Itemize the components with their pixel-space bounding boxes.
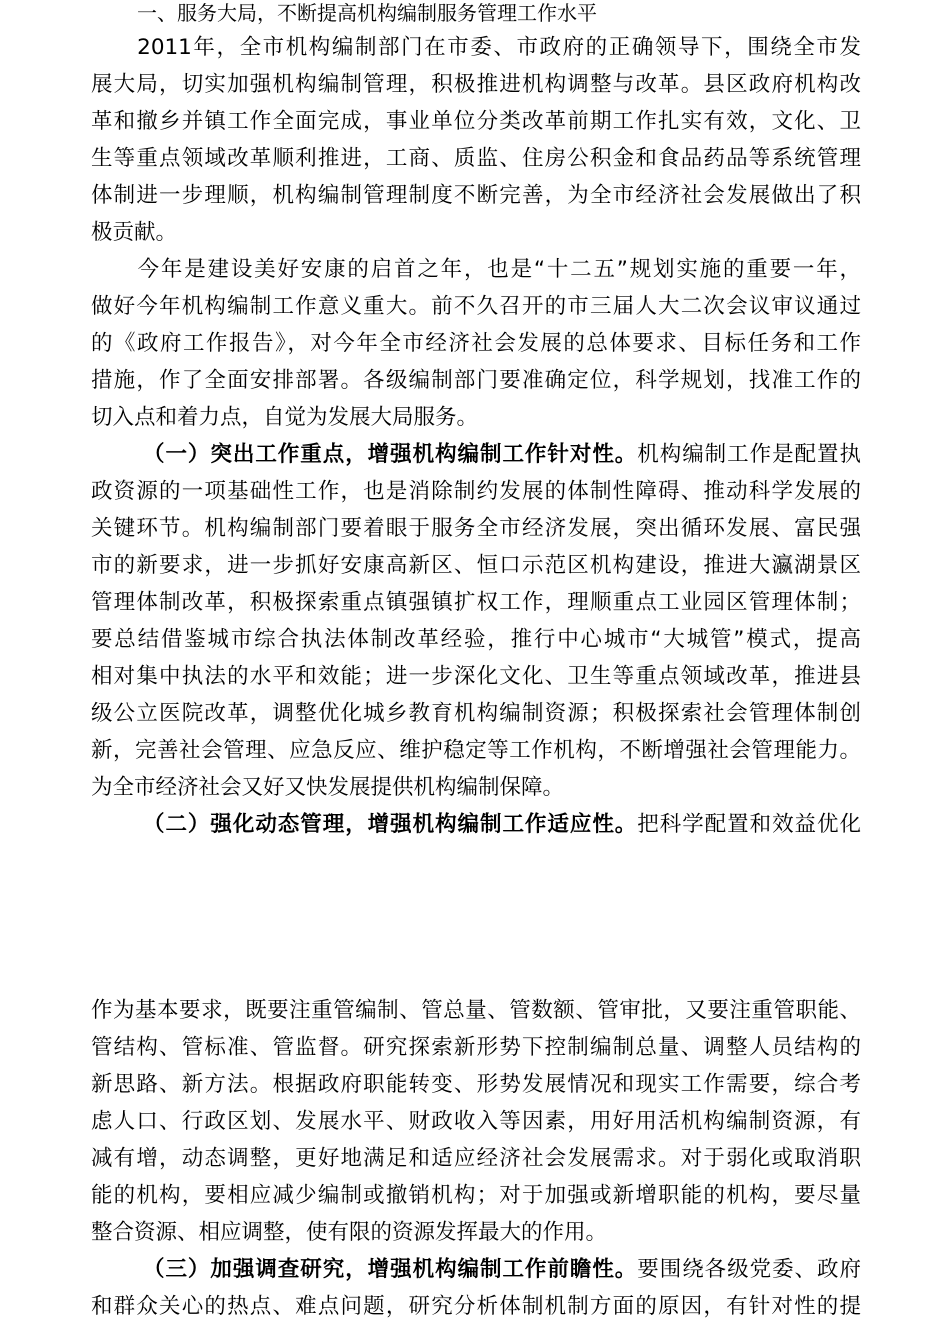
subsection-heading: （二）强化动态管理，增强机构编制工作适应性。 (143, 812, 638, 837)
paragraph-5 (91, 1251, 861, 1325)
text-line: 关键环节。机构编制部门要着眼于服务全市经济发展，突出循环发展、富民强 (91, 516, 861, 541)
subsection-heading: （三）加强调查研究，增强机构编制工作前瞻性。 (143, 1257, 638, 1282)
paragraph-3 (91, 436, 861, 806)
text-line: 整合资源、相应调整，使有限的资源发挥最大的作用。 (91, 1220, 608, 1245)
text-line: 作为基本要求，既要注重管编制、管总量、管数额、管审批，又要注重管职能、 (91, 998, 861, 1023)
text-line (91, 436, 861, 473)
text-line: 虑人口、行政区划、发展水平、财政收入等因素，用好用活机构编制资源，有 (91, 1109, 861, 1134)
text-line: 管理体制改革，积极探索重点镇强镇扩权工作，理顺重点工业园区管理体制； (91, 590, 861, 615)
text-line: 措施，作了全面安排部署。各级编制部门要准确定位，科学规划，找准工作的 (91, 368, 861, 393)
text-line: 和群众关心的热点、难点问题，研究分析体制机制方面的原因，有针对性的提 (91, 1294, 861, 1319)
text-line: 体制进一步理顺，机构编制管理制度不断完善，为全市经济社会发展做出了积 (91, 183, 861, 208)
text-run: 把科学配置和效益优化 (637, 812, 861, 837)
paragraph-2 (91, 251, 861, 436)
text-run: 机构编制工作是配置执 (637, 442, 861, 467)
text-line: 生等重点领域改革顺利推进，工商、质监、住房公积金和食品药品等系统管理 (91, 146, 861, 171)
text-line: 今年是建设美好安康的启首之年，也是“十二五”规划实施的重要一年， (91, 257, 861, 282)
text-line: 的《政府工作报告》，对今年全市经济社会发展的总体要求、目标任务和工作 (91, 331, 861, 356)
text-line: 政资源的一项基础性工作，也是消除制约发展的体制性障碍、推动科学发展的 (91, 479, 861, 504)
text-line: 新思路、新方法。根据政府职能转变、形势发展情况和现实工作需要，综合考 (91, 1072, 861, 1097)
text-line: 管结构、管标准、管监督。研究探索新形势下控制编制总量、调整人员结构的 (91, 1035, 861, 1060)
text-line: 相对集中执法的水平和效能；进一步深化文化、卫生等重点领域改革，推进县 (91, 664, 861, 689)
paragraph-4-start (91, 806, 861, 843)
text-line: 减有增，动态调整，更好地满足和适应经济社会发展需求。对于弱化或取消职 (91, 1146, 861, 1171)
text-line: 极贡献。 (91, 220, 178, 245)
paragraph-1 (91, 29, 861, 251)
text-line (91, 1251, 861, 1288)
text-line: 为全市经济社会又好又快发展提供机构编制保障。 (91, 775, 565, 800)
lower-text-block (91, 992, 861, 1325)
subsection-heading: （一）突出工作重点，增强机构编制工作针对性。 (143, 442, 638, 467)
text-line: 新，完善社会管理、应急反应、维护稳定等工作机构，不断增强社会管理能力。 (91, 738, 861, 763)
text-line (91, 806, 861, 843)
text-line: 展大局，切实加强机构编制管理，积极推进机构调整与改革。县区政府机构改 (91, 72, 861, 97)
text-line: 2011年，全市机构编制部门在市委、市政府的正确领导下，围绕全市发 (91, 35, 861, 60)
text-line: 要总结借鉴城市综合执法体制改革经验，推行中心城市“大城管”模式，提高 (91, 627, 861, 652)
upper-text-block (91, 0, 861, 843)
section-heading: 一、服务大局，不断提高机构编制服务管理工作水平 (137, 1, 597, 25)
paragraph-4-continued (91, 992, 861, 1251)
text-line: 能的机构，要相应减少编制或撤销机构；对于加强或新增职能的机构，要尽量 (91, 1183, 861, 1208)
text-line: 做好今年机构编制工作意义重大。前不久召开的市三届人大二次会议审议通过 (91, 294, 861, 319)
text-line: 级公立医院改革，调整优化城乡教育机构编制资源；积极探索社会管理体制创 (91, 701, 861, 726)
text-run: 要围绕各级党委、政府 (637, 1257, 861, 1282)
text-line: 市的新要求，进一步抓好安康高新区、恒口示范区机构建设，推进大瀛湖景区 (91, 553, 861, 578)
text-line: 革和撤乡并镇工作全面完成，事业单位分类改革前期工作扎实有效，文化、卫 (91, 109, 861, 134)
text-line: 切入点和着力点，自觉为发展大局服务。 (91, 405, 479, 430)
